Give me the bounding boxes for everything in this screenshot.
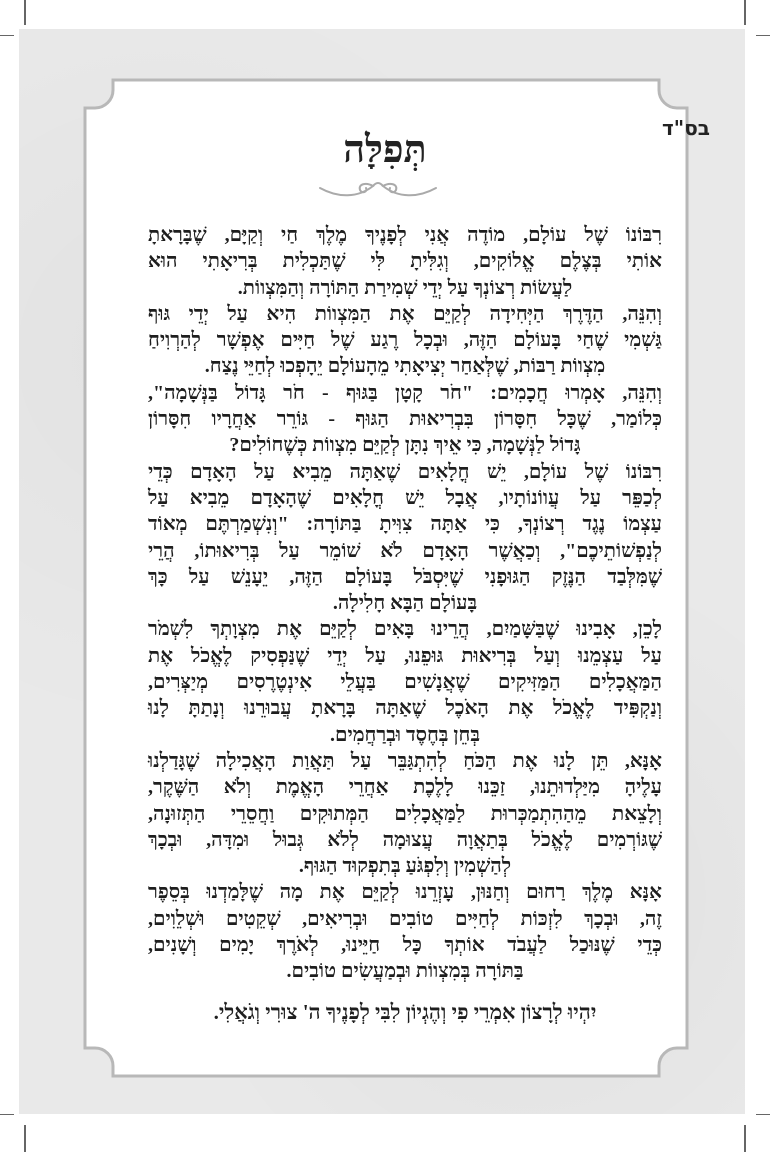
text-line: לַעֲשׂוֹת רְצוֹנְךָ עַל יְדֵי שְׁמִירַת הַתּוֹרָה וְהַמִּצְווֹת. <box>237 276 573 299</box>
text-line: אָנָּא, תֵּן לָנוּ אֶת הַכֹּחַ לְהִתְגַּבֵּר עַל תַּאֲוַת הָאֲכִילָה שֶׁגָּדַלְנוּ <box>148 749 662 772</box>
text-line: שֶׁמִּלְּבַד הַנֶּזֶק הַגּוּפָנִי שֶׁיִּסְבֹּל בָּעוֹלָם הַזֶּה, יֵעָנֵשׁ עַל כָּךְ <box>148 565 662 588</box>
header-bsd: בס"ד <box>662 116 710 140</box>
text-line: זֶה, וּבְכָךְ לִזְכּוֹת לְחַיִּים טוֹבִים וּבְרִיאִים, שְׁקֵטִים וּשְׁלֵוִים, <box>148 907 662 930</box>
paragraph <box>148 879 662 984</box>
closing-verse: יִהְיוּ לְרָצוֹן אִמְרֵי פִי וְהֶגְיוֹן לִבִּי לְפָנֶיךָ ה' צוּרִי וְגֹאֲלִי. <box>213 1000 597 1024</box>
text-line: גָּדוֹל לַנְּשָׁמָה, כִּי אֵיךְ נִתָּן לְקַיֵּם מִצְווֹת כְּשֶׁחוֹלִים? <box>229 434 581 457</box>
text-line: בַּתּוֹרָה בְּמִצְווֹת וּבְמַעֲשִׂים טוֹבִים. <box>286 960 524 983</box>
paragraph <box>148 380 662 459</box>
paragraph <box>148 748 662 879</box>
text-line: מִצְווֹת רַבּוֹת, שֶׁלְּאַחַר יְצִיאָתִי מֵהָעוֹלָם יֵהָפְכוּ לְחַיֵּי נֶצַח. <box>204 355 606 378</box>
paragraph <box>148 459 662 617</box>
text-line: הַמַּאֲכָלִים הַמַּזִּיקִים שֶׁאֲנָשִׁים בַּעֲלֵי אִינְטֶרֶסִים מְיַצְּרִים, <box>148 671 662 694</box>
paragraph <box>148 616 662 747</box>
text-line: שֶׁגּוֹרְמִים לֶאֱכֹל בְּתַאֲוָה עֲצוּמָה לְלֹא גְּבוּל וּמִדָּה, וּבְכָךְ <box>148 828 662 851</box>
text-line: רִבּוֹנוֹ שֶׁל עוֹלָם, מוֹדֶה אֲנִי לְפָנֶיךָ מֶלֶךְ חַי וְקַיָּם, שֶׁבָּרָאתָ <box>148 224 662 246</box>
text-line: בָּעוֹלָם הַבָּא חָלִילָה. <box>332 592 478 615</box>
text-line: עַצְמוֹ נֶגֶד רְצוֹנְךָ, כִּי אַתָּה צִוִּיתָ בַּתּוֹרָה: "וְנִשְׁמַרְתֶּם מְאוֹד <box>148 513 662 536</box>
text-line: עָלֶיהָ מִיַּלְדוּתֵנוּ, זַכֵּנוּ לָלֶכֶת אַחֲרֵי הָאֱמֶת וְלֹא הַשֶּׁקֶר, <box>148 776 662 799</box>
text-line: בְּחֵן בְּחֶסֶד וּבְרַחֲמִים. <box>329 723 481 746</box>
text-line: וְהִנֵּה, הַדֶּרֶךְ הַיְּחִידָה לְקַיֵּם אֶת הַמִּצְווֹת הִיא עַל יְדֵי גּוּף <box>148 302 662 325</box>
text-line: לְכַפֵּר עַל עֲווֹנוֹתָיו, אֲבָל יֵשׁ חֳלָאִים שֶׁהָאָדָם מֵבִיא עַל <box>148 486 662 509</box>
text-line: לְנַפְשׁוֹתֵיכֶם", וְכַאֲשֶׁר הָאָדָם לֹא שׁוֹמֵר עַל בְּרִיאוּתוֹ, הֲרֵי <box>148 539 662 562</box>
paragraph <box>148 222 662 301</box>
prayer-body <box>148 222 662 985</box>
text-line: לְהַשְׁמִין וְלִפְגֹּעַ בְּתִפְקוּד הַגּוּף. <box>298 855 512 878</box>
ornament-divider-icon <box>318 176 438 202</box>
text-line: עַל עַצְמֵנוּ וְעַל בְּרִיאוּת גּוּפֵנוּ, עַל יְדֵי שֶׁנַּפְסִיק לֶאֱכֹל אֶת <box>148 644 662 667</box>
text-line: רִבּוֹנוֹ שֶׁל עוֹלָם, יֵשׁ חֳלָאִים שֶׁאַתָּה מֵבִיא עַל הָאָדָם כְּדֵי <box>148 460 662 483</box>
text-line: גַּשְׁמִי שֶׁחַי בָּעוֹלָם הַזֶּה, וּבְכָל רֶגַע שֶׁל חַיִּים אֶפְשָׁר לְהַרְוִיחַ <box>148 329 662 352</box>
text-line: אוֹתִי בְּצֶלֶם אֱלוֹקִים, וְגִלִּיתָ לִּי שֶׁתַּכְלִית בְּרִיאָתִי הוּא <box>148 250 662 273</box>
text-line: כְּלוֹמַר, שֶׁכָּל חִסָּרוֹן בִּבְרִיאוּת הַגּוּף - גּוֹרֵר אַחֲרָיו חִסָּרוֹן <box>148 408 662 431</box>
paragraph <box>148 301 662 380</box>
text-line: לָכֵן, אָבִינוּ שֶׁבַּשָּׁמַיִם, הֲרֵינוּ בָּאִים לְקַיֵּם אֶת מִצְוָתְךָ לִשְׁמֹר <box>148 618 662 641</box>
text-line: אָנָּא מֶלֶךְ רַחוּם וְחַנּוּן, עָזְרֵנוּ לְקַיֵּם אֶת מָה שֶׁלָּמַדְנוּ בְּסֵפֶר <box>148 881 662 904</box>
text-line: וְנַקְפִּיד לֶאֱכֹל אֶת הָאֹכֶל שֶׁאַתָּה בָּרָאתָ עֲבוּרֵנוּ וְנָתַתָּ לָנוּ <box>148 697 662 720</box>
text-line: כְּדֵי שֶׁנּוּכַל לַעֲבֹד אוֹתְךָ כָּל חַיֵּינוּ, לְאֹרֶךְ יָמִים וְשָׁנִים, <box>148 934 662 957</box>
page-title: תְּפִלָּה <box>343 129 427 171</box>
text-line: וְלָצֵאת מֵהַהִתְמַכְּרוּת לַמַּאֲכָלִים הַמְּתוּקִים וַחֲסֵרֵי הַתְּזוּנָה, <box>148 802 662 825</box>
text-line: וְהִנֵּה, אָמְרוּ חֲכָמִים: "חֹר קָטָן בַּגּוּף - חֹר גָּדוֹל בַּנְּשָׁמָה", <box>148 381 662 404</box>
